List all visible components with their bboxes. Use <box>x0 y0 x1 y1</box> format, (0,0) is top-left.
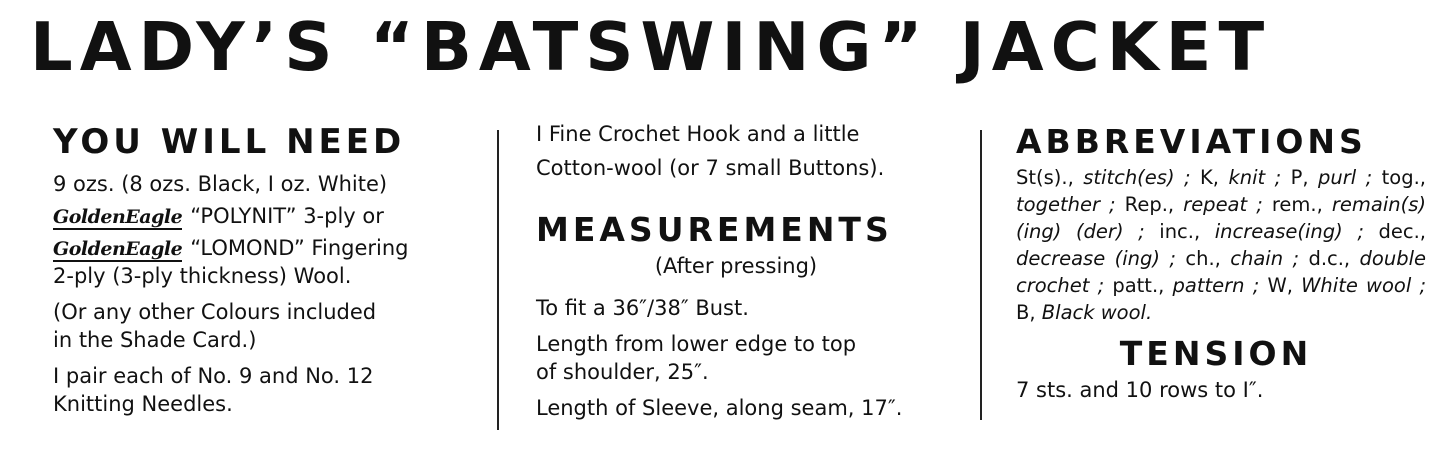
abbr-key: d.c., <box>1308 247 1351 270</box>
abbr-key: ch., <box>1185 247 1221 270</box>
length-line2: of shoulder, 25″. <box>536 360 709 384</box>
golden-eagle-logo: GoldenEagle <box>53 206 183 228</box>
crochet-hook-line2: Cotton-wool (or 7 small Buttons). <box>536 156 885 180</box>
abbr-value: chain ; <box>1230 247 1300 270</box>
measurements-heading: MEASUREMENTS <box>536 210 893 249</box>
abbr-value: knit ; <box>1228 166 1282 189</box>
abbreviations-list <box>1016 164 1426 326</box>
abbr-value: double crochet ; <box>1016 247 1427 297</box>
crochet-hook-line1: I Fine Crochet Hook and a little <box>536 122 860 146</box>
lomond-line <box>53 234 463 262</box>
abbr-value: pattern ; <box>1172 274 1260 297</box>
abbr-value: remain(s) (ing) (der) ; <box>1016 193 1427 243</box>
golden-eagle-logo: GoldenEagle <box>53 238 183 260</box>
measurements-column <box>536 120 956 422</box>
abbr-key: B, <box>1016 301 1036 324</box>
polynit-line <box>53 202 463 230</box>
abbr-key: tog., <box>1381 166 1426 189</box>
abbr-value: together ; <box>1016 193 1116 216</box>
bust-fit: To fit a 36″/38″ Bust. <box>536 296 749 320</box>
abbr-value: purl ; <box>1318 166 1373 189</box>
abbr-key: inc., <box>1159 220 1201 243</box>
needles-line2: Knitting Needles. <box>53 392 233 416</box>
abbr-value: Black wool. <box>1041 301 1153 324</box>
page-title: LADY’S “BATSWING” JACKET <box>30 8 1272 86</box>
abbr-key: patt., <box>1112 274 1165 297</box>
column-divider-right <box>980 130 982 420</box>
abbr-value: increase(ing) ; <box>1214 220 1364 243</box>
abbr-key: W, <box>1267 274 1293 297</box>
abbr-value: White wool ; <box>1301 274 1427 297</box>
yarn-quantity: 9 ozs. (8 ozs. Black, I oz. White) <box>53 172 388 196</box>
abbr-value: repeat ; <box>1183 193 1263 216</box>
length-line1: Length from lower edge to top <box>536 332 857 356</box>
lomond-text: “LOMOND” Fingering <box>190 236 409 260</box>
colours-note-line1: (Or any other Colours included <box>53 300 377 324</box>
materials-column <box>53 120 463 418</box>
needles-line1: I pair each of No. 9 and No. 12 <box>53 364 374 388</box>
abbr-key: St(s)., <box>1016 166 1074 189</box>
abbreviations-heading: ABBREVIATIONS <box>1016 122 1367 161</box>
abbr-key: rem., <box>1271 193 1323 216</box>
colours-note-line2: in the Shade Card.) <box>53 328 257 352</box>
measurements-subheading: (After pressing) <box>654 254 818 278</box>
column-divider-left <box>497 130 499 430</box>
tension-value: 7 sts. and 10 rows to I″. <box>1016 378 1264 402</box>
abbr-key: Rep., <box>1124 193 1175 216</box>
wool-thickness: 2-ply (3-ply thickness) Wool. <box>53 264 352 288</box>
abbr-key: dec., <box>1378 220 1426 243</box>
abbr-key: K, <box>1200 166 1219 189</box>
polynit-text: “POLYNIT” 3-ply or <box>190 204 384 228</box>
abbreviations-column <box>1016 120 1426 404</box>
abbr-key: P, <box>1290 166 1309 189</box>
you-will-need-heading: YOU WILL NEED <box>53 122 406 162</box>
sleeve-length: Length of Sleeve, along seam, 17″. <box>536 396 903 420</box>
abbr-value: stitch(es) ; <box>1083 166 1191 189</box>
tension-heading: TENSION <box>1119 334 1313 373</box>
abbr-value: decrease (ing) ; <box>1016 247 1176 270</box>
